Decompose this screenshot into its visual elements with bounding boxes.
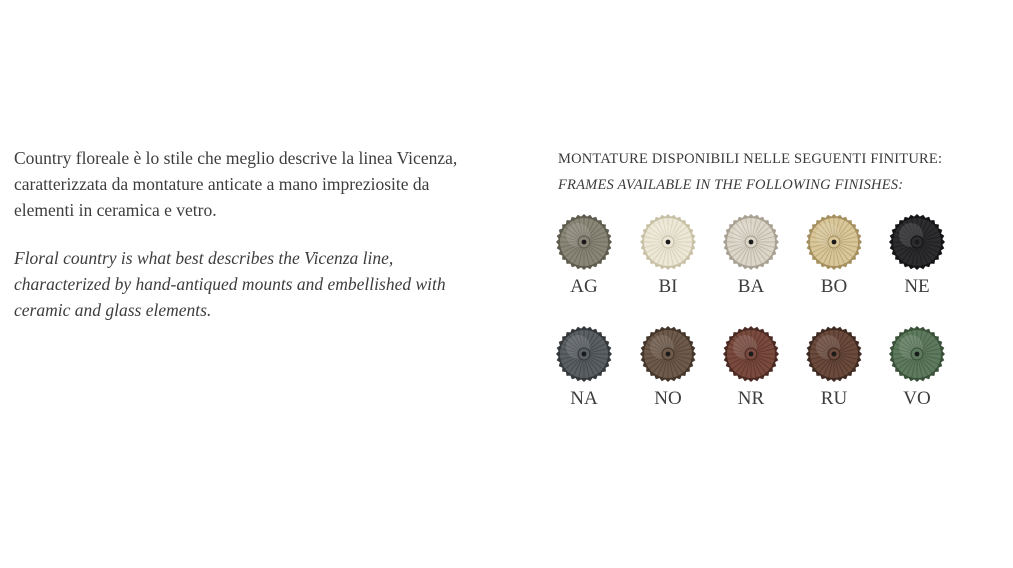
finish-rosette-icon bbox=[805, 213, 863, 271]
finish-swatch-bo bbox=[804, 213, 864, 298]
finish-rosette-icon bbox=[555, 325, 613, 383]
intro-text bbox=[14, 145, 514, 323]
intro-english-line: ceramic and glass elements. bbox=[14, 300, 212, 320]
finish-code-label: BA bbox=[737, 276, 765, 297]
finish-swatch-ag bbox=[554, 213, 614, 298]
intro-english-line: Floral country is what best describes the Vicenza line, bbox=[14, 248, 394, 268]
finish-swatch-vo bbox=[887, 325, 947, 410]
finishes-heading-en: FRAMES AVAILABLE IN THE FOLLOWING FINISHES: bbox=[558, 177, 904, 193]
finish-swatch-no bbox=[638, 325, 698, 410]
finish-rosette-icon bbox=[639, 213, 697, 271]
finish-swatch-na bbox=[554, 325, 614, 410]
finish-rosette-icon bbox=[888, 325, 946, 383]
finish-rosette-icon bbox=[722, 325, 780, 383]
finish-swatch-nr bbox=[721, 325, 781, 410]
finish-code-label: NO bbox=[654, 388, 682, 409]
finish-code-label: BO bbox=[820, 276, 848, 297]
finishes-section bbox=[558, 146, 1008, 198]
finish-rosette-icon bbox=[722, 213, 780, 271]
finish-rosette-icon bbox=[888, 213, 946, 271]
finish-code-label: RU bbox=[820, 388, 848, 409]
finish-code-label: NA bbox=[570, 388, 598, 409]
finish-rosette-icon bbox=[555, 213, 613, 271]
finish-rosette-icon bbox=[805, 325, 863, 383]
intro-english bbox=[14, 245, 514, 323]
finish-rosette-icon bbox=[639, 325, 697, 383]
finish-code-label: NE bbox=[904, 276, 930, 297]
finish-swatch-bi bbox=[638, 213, 698, 298]
finish-swatch-ne bbox=[887, 213, 947, 298]
finishes-heading-it: MONTATURE DISPONIBILI NELLE SEGUENTI FINITURE: bbox=[558, 151, 943, 167]
finish-code-label: VO bbox=[903, 388, 931, 409]
finish-swatch-ru bbox=[804, 325, 864, 410]
finish-swatch-ba bbox=[721, 213, 781, 298]
intro-italian bbox=[14, 145, 514, 223]
intro-italian-line: Country floreale è lo stile che meglio descrive la linea Vicenza, bbox=[14, 148, 458, 168]
finish-code-label: BI bbox=[658, 276, 678, 297]
intro-italian-line: caratterizzata da montature anticate a mano impreziosite da bbox=[14, 174, 430, 194]
intro-english-line: characterized by hand-antiqued mounts and embellished with bbox=[14, 274, 446, 294]
intro-italian-line: elementi in ceramica e vetro. bbox=[14, 200, 217, 220]
finish-code-label: AG bbox=[570, 276, 598, 297]
finish-code-label: NR bbox=[737, 388, 765, 409]
